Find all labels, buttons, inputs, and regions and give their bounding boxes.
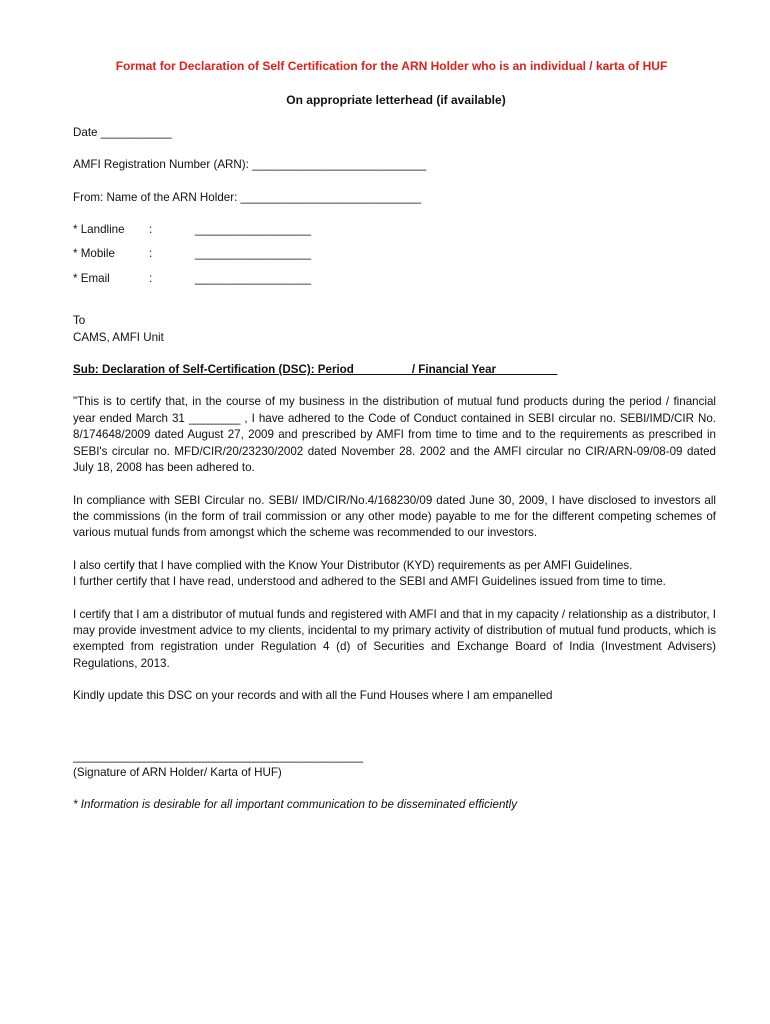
email-field — [73, 271, 716, 287]
distributor-paragraph: I certify that I am a distributor of mutual funds and registered with AMFI and that in my capacity / relationship as a distributor, I may provide investment advice to my clients, incidental to my primary activity of distribution of mutual fund products, which is exempted from registration under Regulation 4 (d) of Securities and Exchange Board of India (Investment Advisers) Regulations, 2013. — [73, 607, 716, 670]
email-label: * Email — [73, 271, 110, 285]
landline-label: * Landline — [73, 223, 125, 237]
document-title: Format for Declaration of Self Certification for the ARN Holder who is an individual / karta of HUF — [115, 59, 668, 73]
document-subtitle: On appropriate letterhead (if available) — [286, 93, 506, 108]
signature-line: _____________________________________________ — [73, 749, 364, 763]
mobile-field — [73, 246, 716, 262]
kyd-paragraph: I also certify that I have complied with the Know Your Distributor (KYD) requirements as per AMFI Guidelines. — [73, 558, 633, 572]
subject-line: Sub: Declaration of Self-Certification (DSC): Period / Financial Year _________ — [73, 363, 558, 377]
landline-field — [73, 222, 716, 238]
to-label: To — [73, 314, 86, 328]
email-blank: __________________ — [195, 271, 312, 285]
arn-holder-name-field: From: Name of the ARN Holder: ____________________________ — [73, 190, 422, 204]
landline-colon: : — [149, 223, 153, 237]
guidelines-paragraph: I further certify that I have read, understood and adhered to the SEBI and AMFI Guidelines issued from time to time. — [73, 575, 666, 589]
mobile-blank: __________________ — [195, 247, 312, 261]
email-colon: : — [149, 271, 153, 285]
landline-blank: __________________ — [195, 223, 312, 237]
date-field: Date ___________ — [73, 125, 172, 139]
arn-field: AMFI Registration Number (ARN): ___________________________ — [73, 158, 427, 172]
update-request-paragraph: Kindly update this DSC on your records and with all the Fund Houses where I am empanelled — [73, 689, 553, 703]
mobile-colon: : — [149, 247, 153, 261]
recipient-name: CAMS, AMFI Unit — [73, 330, 164, 344]
recipient-block — [73, 313, 716, 346]
certification-paragraph: "This is to certify that, in the course of my business in the distribution of mutual fund products during the period / financial year ended March 31 ________ , I have adhered to the Code of Conduct contained in SEBI circular no. SEBI/IMD/CIR No. 8/174648/2009 dated August 27, 2009 and prescribed by AMFI from time to time and to the requirements as prescribed in SEBI's circular no. MFD/CIR/20/23230/2002 dated November 28. 2002 and the AMFI circular no CIR/ARN-09/08-09 dated July 18, 2008 has been adhered to. — [73, 395, 716, 475]
signature-caption: (Signature of ARN Holder/ Karta of HUF) — [73, 765, 282, 779]
compliance-paragraph: In compliance with SEBI Circular no. SEBI/ IMD/CIR/No.4/168230/09 dated June 30, 2009, I have disclosed to investors all the commissions (in the form of trail commission or any other mode) payable to me for the different competing schemes of various mutual funds from amongst which the scheme was recommended to our investors. — [73, 493, 716, 540]
footnote: * Information is desirable for all important communication to be disseminated efficiently — [73, 798, 517, 812]
mobile-label: * Mobile — [73, 247, 115, 261]
